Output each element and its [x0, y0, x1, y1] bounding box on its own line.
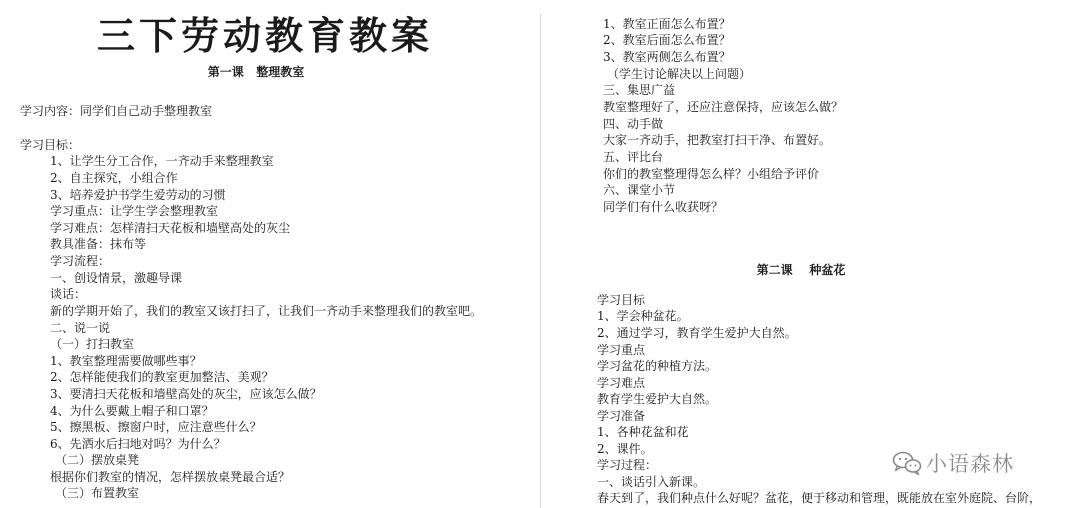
- text-line: 学习重点：让学生学会整理教室: [50, 204, 219, 218]
- text-line: 教育学生爱护大自然。: [597, 392, 718, 406]
- text-line: 学习目标: [597, 293, 646, 307]
- text-line: 新的学期开始了，我们的教室又该打扫了，让我们一齐动手来整理我们的教室吧。: [50, 304, 483, 318]
- text-line: 3、教室两侧怎么布置？: [603, 50, 731, 64]
- text-line: 2、通过学习，教育学生爱护大自然。: [597, 326, 797, 340]
- text-line: 大家一齐动手，把教室打扫干净、布置好。: [603, 133, 832, 147]
- text-line: 3、要清扫天花板和墙壁高处的灰尘，应该怎么做？: [50, 387, 322, 401]
- text-line: （二）摆放桌凳: [55, 453, 140, 467]
- text-line: 学习盆花的种植方法。: [597, 359, 718, 373]
- watermark-text: 小语森林: [926, 452, 1014, 476]
- lesson2-heading: 第二课 种盆花: [756, 263, 846, 277]
- text-line: 1、让学生分工合作，一齐动手来整理教室: [50, 154, 274, 168]
- text-line: 学习流程：: [50, 254, 111, 268]
- text-line: 春天到了，我们种点什么好呢？盆花，便于移动和管理，既能放在室外庭院、台阶，: [597, 491, 1042, 505]
- wechat-icon: [892, 450, 922, 476]
- text-line: 学习过程：: [597, 458, 658, 472]
- text-line: 六、课堂小节: [603, 183, 676, 197]
- right-page: [541, 0, 1080, 508]
- text-line: （一）打扫教室: [50, 337, 135, 351]
- text-line: 2、课件。: [597, 442, 653, 456]
- text-line: 五、评比台: [603, 150, 664, 164]
- text-line: 学习难点：怎样清扫天花板和墙壁高处的灰尘: [50, 221, 291, 235]
- text-line: 3、培养爱护书学生爱劳动的习惯: [50, 188, 226, 202]
- document-title: 三下劳动教育教案: [96, 13, 433, 58]
- text-line: 1、教室正面怎么布置？: [603, 17, 731, 31]
- text-line: 学习难点: [597, 376, 646, 390]
- text-line: 学习内容：同学们自己动手整理教室: [20, 104, 213, 118]
- text-line: 4、为什么要戴上帽子和口罩？: [50, 404, 214, 418]
- text-line: 2、教室后面怎么布置？: [603, 33, 731, 47]
- text-line: 学习目标：: [20, 138, 81, 152]
- watermark: [892, 450, 1014, 476]
- text-line: （学生讨论解决以上问题）: [607, 67, 752, 81]
- text-line: 2、怎样能使我们的教室更加整洁、美观？: [50, 370, 274, 384]
- text-line: 学习准备: [597, 409, 646, 423]
- text-line: 1、教室整理需要做哪些事？: [50, 354, 202, 368]
- text-line: 一、创设情景，激趣导课: [50, 271, 183, 285]
- text-line: 1、学会种盆花。: [597, 309, 689, 323]
- text-line: 四、动手做: [603, 117, 664, 131]
- text-line: 5、擦黑板、擦窗户时，应注意些什么？: [50, 420, 262, 434]
- text-line: 6、先洒水后扫地对吗？为什么？: [50, 437, 226, 451]
- text-line: 教具准备：抹布等: [50, 237, 147, 251]
- text-line: 三、集思广益: [603, 83, 676, 97]
- text-line: 学习重点: [597, 343, 646, 357]
- text-line: 1、各种花盆和花: [597, 425, 689, 439]
- text-line: 二、说一说: [50, 321, 111, 335]
- text-line: （三）布置教室: [55, 486, 140, 500]
- text-line: 谈话：: [50, 287, 87, 301]
- text-line: 根据你们教室的情况，怎样摆放桌凳最合适？: [50, 470, 291, 484]
- text-line: 教室整理好了，还应注意保持，应该怎么做？: [603, 100, 844, 114]
- text-line: 2、自主探究，小组合作: [50, 171, 178, 185]
- text-line: 同学们有什么收获呀？: [603, 200, 724, 214]
- text-line: 你们的教室整理得怎么样？小组给予评价: [603, 167, 820, 181]
- text-line: 一、谈话引入新课。: [597, 475, 706, 489]
- lesson1-heading: 第一课 整理教室: [207, 65, 305, 79]
